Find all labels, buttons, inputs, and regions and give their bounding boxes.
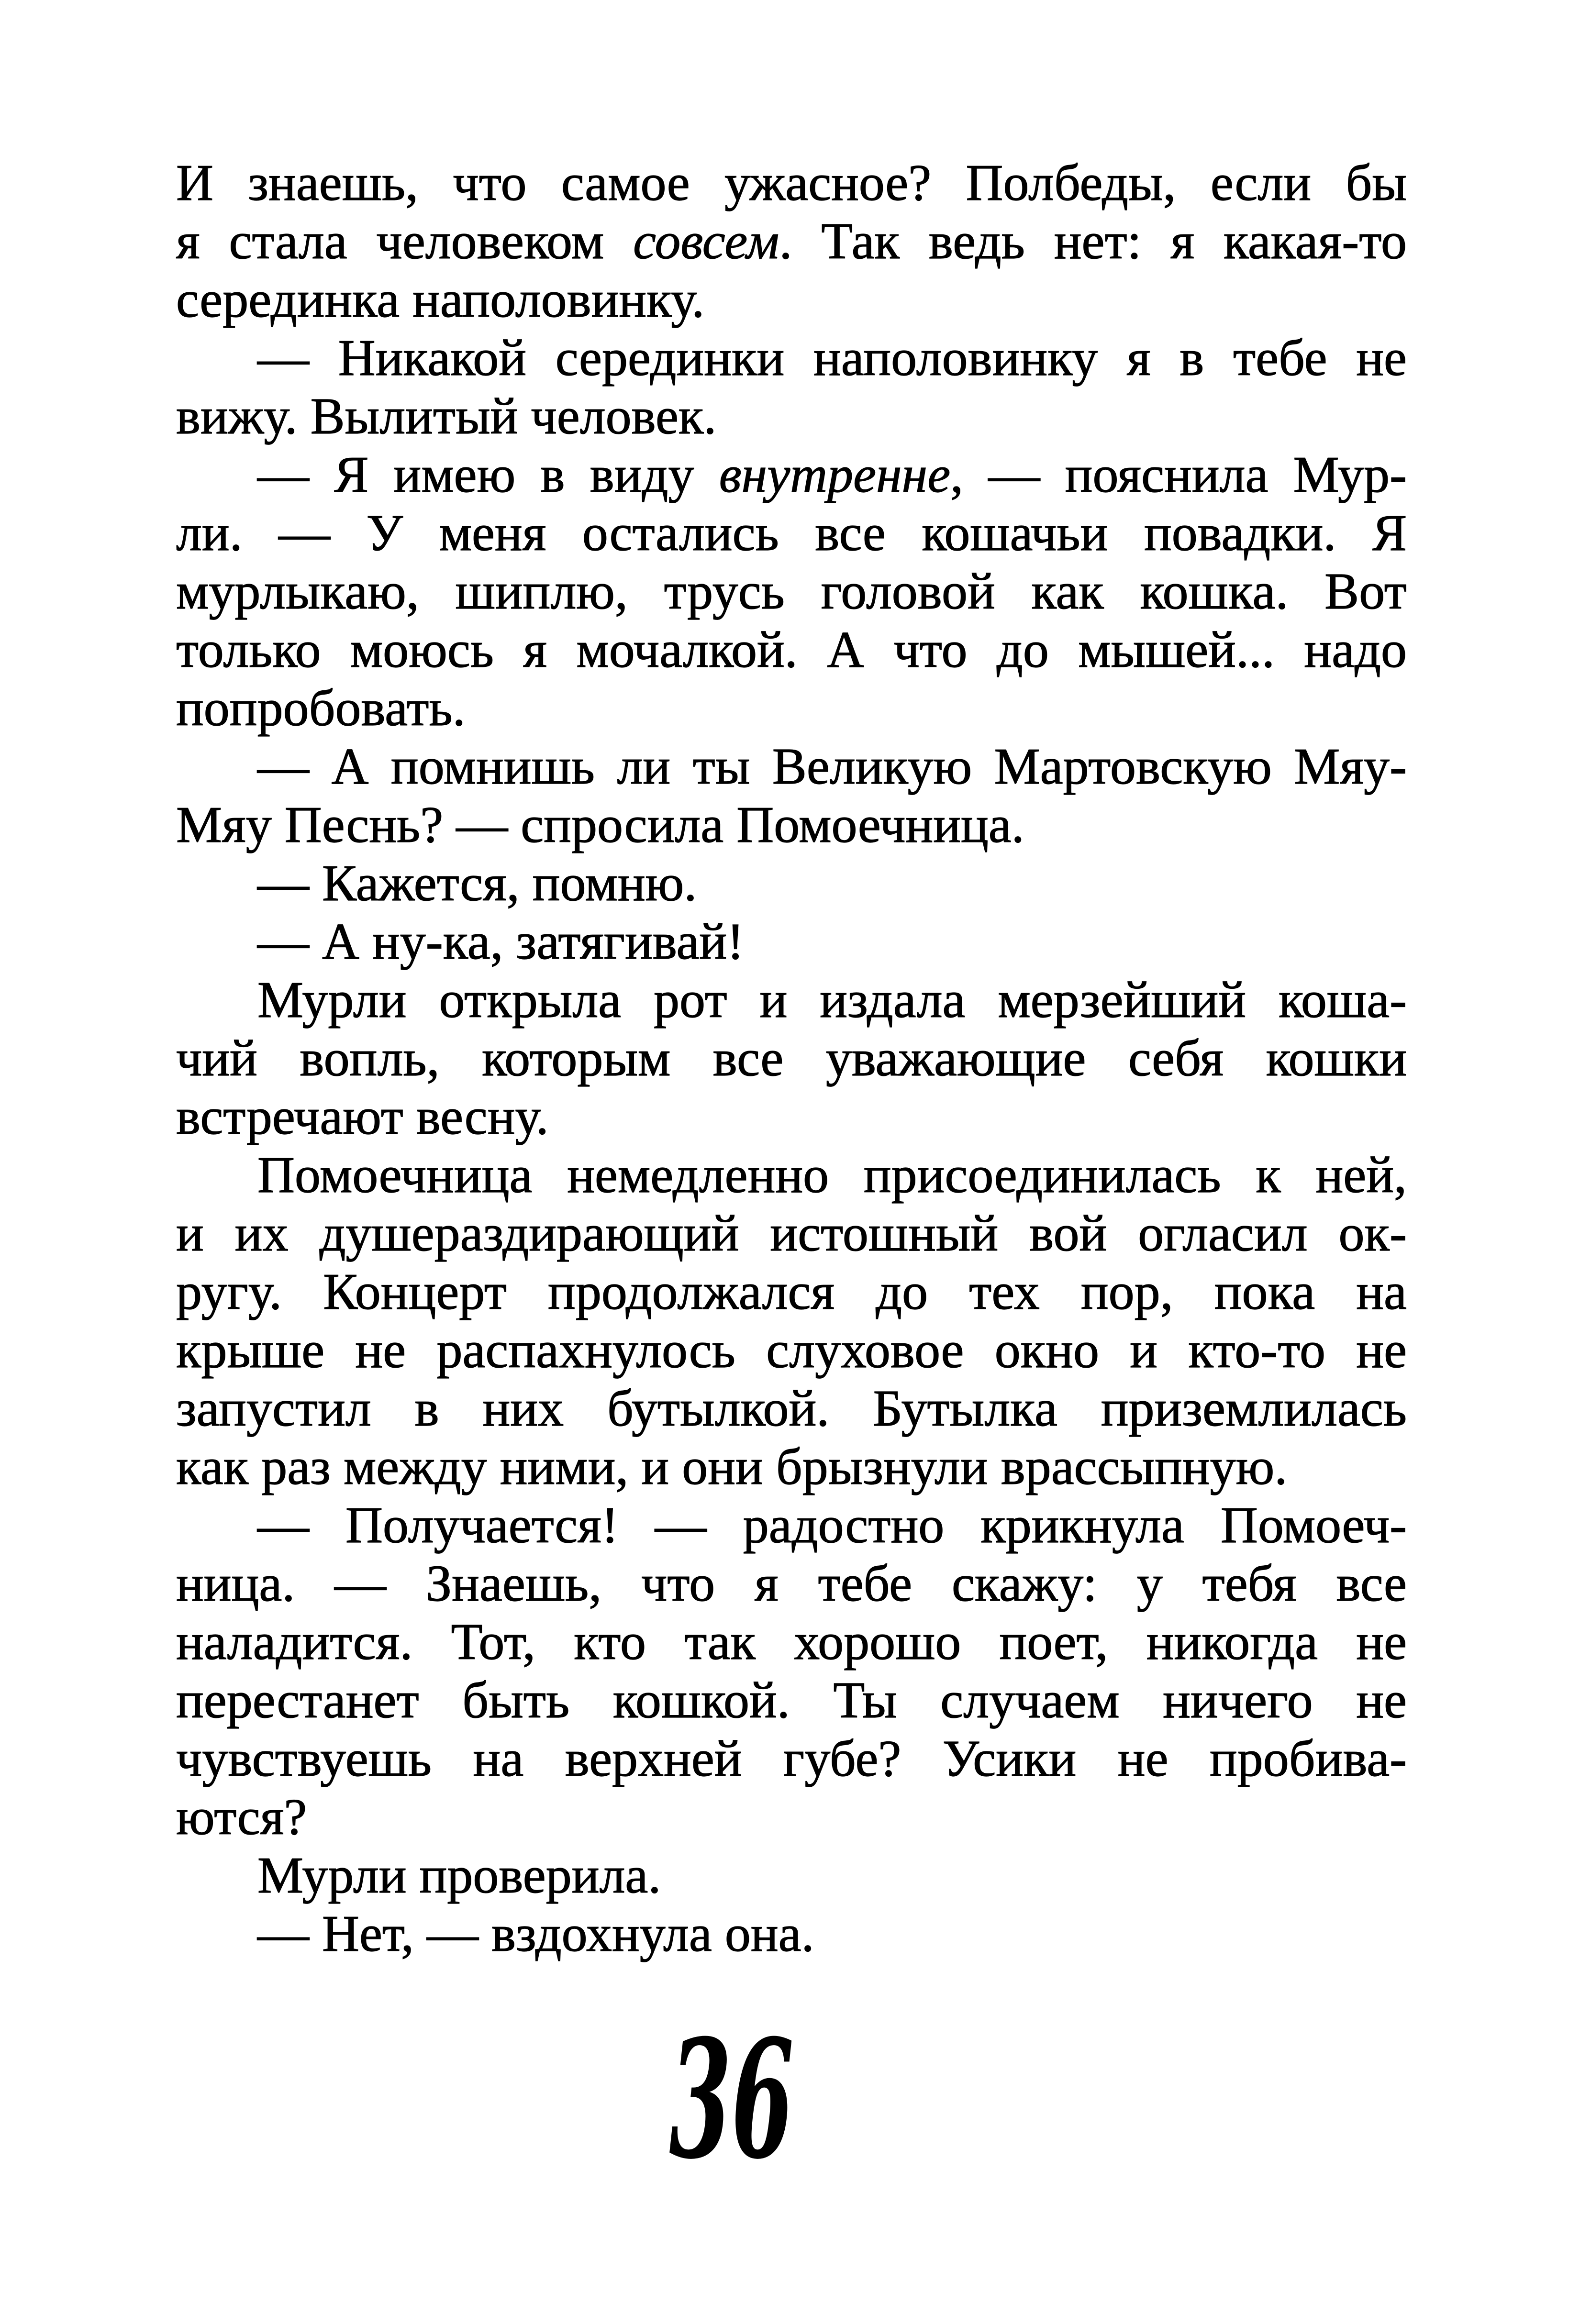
text-segment: перестанет быть кошкой. Ты случаем ничего не bbox=[176, 1672, 1407, 1729]
text-line bbox=[176, 1555, 1407, 1613]
text-line bbox=[176, 504, 1407, 563]
text-line bbox=[176, 563, 1407, 621]
text-segment: мурлыкаю, шиплю, трусь головой как кошка. Вот bbox=[176, 563, 1407, 620]
text-line bbox=[176, 1029, 1407, 1088]
text-segment: крыше не распахнулось слуховое окно и кто-то не bbox=[176, 1322, 1407, 1379]
text-line bbox=[176, 1847, 1407, 1905]
text-line bbox=[176, 1671, 1407, 1730]
italic-text-segment: совсем bbox=[633, 213, 779, 270]
text-line bbox=[176, 621, 1407, 679]
text-segment: попробовать. bbox=[176, 680, 466, 737]
text-segment: ница. — Знаешь, что я тебе скажу: у тебя все bbox=[176, 1555, 1407, 1612]
text-segment: Помоечница немедленно присоединилась к ней, bbox=[257, 1147, 1407, 1204]
text-segment: ли. — У меня остались все кошачьи повадки. Я bbox=[176, 505, 1407, 562]
text-line bbox=[176, 1438, 1407, 1496]
text-segment: — Кажется, помню. bbox=[257, 855, 697, 912]
text-line bbox=[176, 212, 1407, 271]
text-segment: запустил в них бутылкой. Бутылка приземлилась bbox=[176, 1380, 1407, 1437]
text-segment: наладится. Тот, кто так хорошо поет, никогда не bbox=[176, 1614, 1407, 1671]
text-line bbox=[176, 854, 1407, 913]
text-line bbox=[176, 796, 1407, 854]
text-line bbox=[176, 738, 1407, 796]
text-line bbox=[176, 1905, 1407, 1963]
text-segment: — Никакой серединки наполовинку я в тебе не bbox=[257, 330, 1407, 387]
text-line bbox=[176, 1205, 1407, 1263]
text-line bbox=[176, 1321, 1407, 1380]
text-segment: . Так ведь нет: я какая-то bbox=[779, 213, 1407, 270]
text-segment: чий вопль, которым все уважающие себя кошки bbox=[176, 1030, 1407, 1087]
text-line bbox=[176, 271, 1407, 329]
text-segment: — А ну-ка, затягивай! bbox=[257, 913, 745, 970]
text-segment: ругу. Концерт продолжался до тех пор, пока на bbox=[176, 1263, 1407, 1320]
text-segment: — Я имею в виду bbox=[257, 446, 719, 503]
text-line bbox=[176, 1730, 1407, 1788]
text-line bbox=[176, 1088, 1407, 1146]
text-segment: чувствуешь на верхней губе? Усики не пробива- bbox=[176, 1730, 1407, 1787]
text-line bbox=[176, 1146, 1407, 1205]
text-segment: встречают весну. bbox=[176, 1088, 549, 1145]
text-segment: — Получается! — радостно крикнула Помоеч- bbox=[257, 1497, 1407, 1554]
text-segment: И знаешь, что самое ужасное? Полбеды, если бы bbox=[176, 155, 1407, 211]
text-segment: Мурли открыла рот и издала мерзейший коша- bbox=[257, 972, 1407, 1029]
text-line bbox=[176, 387, 1407, 446]
text-segment: и их душераздирающий истошный вой огласил ок- bbox=[176, 1205, 1407, 1262]
text-line bbox=[176, 1788, 1407, 1847]
text-segment: — Нет, — вздохнула она. bbox=[257, 1905, 814, 1962]
text-segment: серединка наполовинку. bbox=[176, 271, 705, 328]
text-segment: вижу. Вылитый человек. bbox=[176, 388, 717, 445]
text-segment: как раз между ними, и они брызнули врассыпную. bbox=[176, 1439, 1288, 1495]
text-segment: только моюсь я мочалкой. А что до мышей... надо bbox=[176, 621, 1407, 678]
text-line bbox=[176, 971, 1407, 1029]
page-footer bbox=[176, 2004, 1407, 2236]
text-segment: ются? bbox=[176, 1789, 307, 1846]
text-line bbox=[176, 154, 1407, 212]
text-line bbox=[176, 446, 1407, 504]
text-line bbox=[176, 913, 1407, 971]
page-number: 36 bbox=[669, 2004, 794, 2195]
page-text bbox=[176, 154, 1407, 1963]
text-segment: я стала человеком bbox=[176, 213, 634, 270]
text-segment: , — пояснила Мур- bbox=[950, 446, 1407, 503]
text-line bbox=[176, 679, 1407, 738]
text-line bbox=[176, 329, 1407, 387]
text-segment: — А помнишь ли ты Великую Мартовскую Мяу- bbox=[257, 738, 1407, 795]
text-segment: Мурли проверила. bbox=[257, 1847, 661, 1904]
text-line bbox=[176, 1613, 1407, 1671]
text-line bbox=[176, 1496, 1407, 1555]
italic-text-segment: внутренне bbox=[719, 446, 951, 503]
text-line bbox=[176, 1380, 1407, 1438]
text-segment: Мяу Песнь? — спросила Помоечница. bbox=[176, 797, 1024, 853]
text-line bbox=[176, 1263, 1407, 1321]
